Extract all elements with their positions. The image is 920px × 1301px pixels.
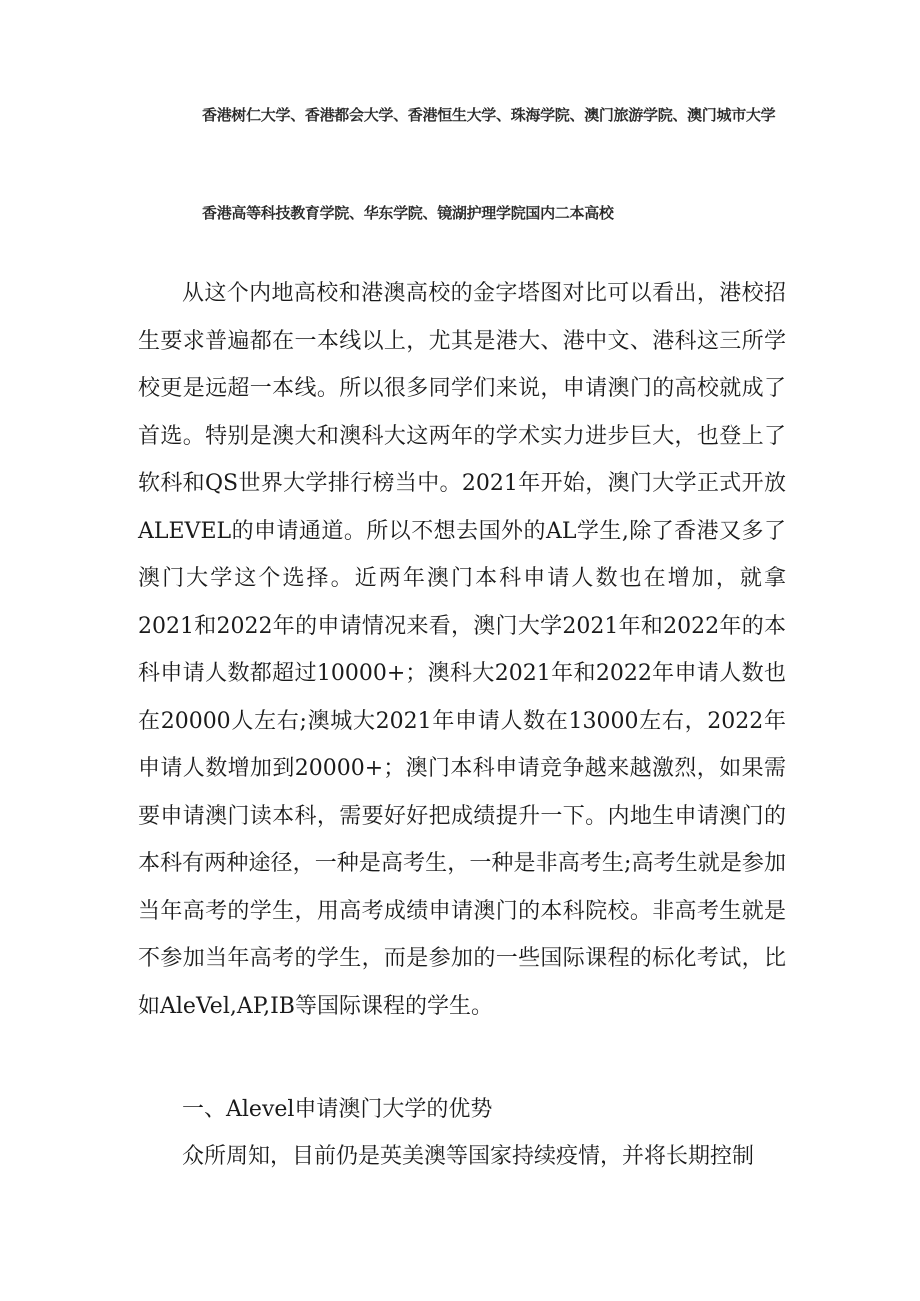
institution-list-caption: 香港树仁大学、香港都会大学、香港恒生大学、珠海学院、澳门旅游学院、澳门城市大学 — [202, 106, 776, 124]
section-heading: 一、Alevel申请澳门大学的优势 — [182, 1097, 493, 1122]
institution-list-caption-2: 香港高等科技教育学院、华东学院、镜湖护理学院国内二本高校 — [202, 204, 614, 222]
body-paragraph-2: 众所周知，目前仍是英美澳等国家持续疫情，并将长期控制 — [182, 1144, 755, 1169]
body-paragraph: 从这个内地高校和港澳高校的金字塔图对比可以看出，港校招生要求普遍都在一本线以上，尤其是港大、港中文、港科这三所学校更是远超一本线。所以很多同学们来说，申请澳门的高校就成了首选。特别是澳大和澳科大这两年的学术实力进步巨大，也登上了软科和QS世界大学排行榜当中。2021年开始，澳门大学正式开放ALEVEL的申请通道。所以不想去国外的AL学生,除了香港又多了澳门大学这个选择。近两年澳门本科申请人数也在增加，就拿2021和2022年的申请情况来看，澳门大学2021年和2022年的本科申请人数都超过10000+；澳科大2021年和2022年申请人数也在20000人左右;澳城大2021年申请人数在13000左右，2022年申请人数增加到20000+；澳门本科申请竞争越来越激烈，如果需要申请澳门读本科，需要好好把成绩提升一下。内地生申请澳门的本科有两种途径，一种是高考生，一种是非高考生;高考生就是参加当年高考的学生，用高考成绩申请澳门的本科院校。非高考生就是不参加当年高考的学生，而是参加的一些国际课程的标化考试，比如AleVel,AP,IB等国际课程的学生。 — [138, 281, 786, 1019]
